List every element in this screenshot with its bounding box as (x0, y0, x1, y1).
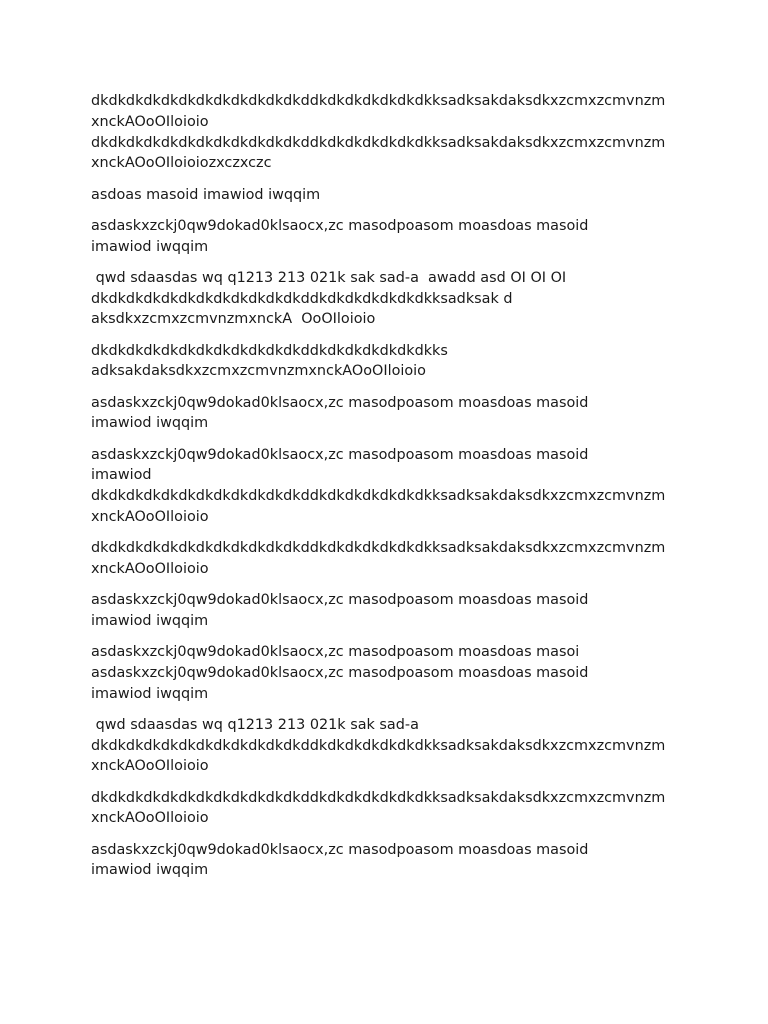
text-line: dkdkdkdkdkdkdkdkdkdkdkdkddkdkdkdkdkdkdkksadksakdaksdkxzcmxzcmvnzm (91, 93, 666, 109)
text-line: aksdkxzcmxzcmvnzmxnckA OoOIloioio (91, 311, 376, 328)
paragraph (91, 788, 691, 830)
paragraph (91, 216, 691, 258)
text-line: asdaskxzckj0qw9dokad0klsaocx,zc masodpoasom moasdoas masoid (91, 592, 589, 609)
text-line: qwd sdaasdas wq q1213 213 021k sak sad-a awadd asd OI OI OI (91, 269, 567, 286)
text-line: imawiod iwqqim (91, 238, 209, 255)
paragraph (91, 642, 691, 704)
text-line: dkdkdkdkdkdkdkdkdkdkdkdkddkdkdkdkdkdkdkksadksakdaksdkxzcmxzcmvnzm (91, 134, 666, 151)
text-line: qwd sdaasdas wq q1213 213 021k sak sad-a (91, 716, 419, 733)
text-line: imawiod iwqqim (91, 415, 209, 432)
text-line: xnckAOoOIloioio (91, 758, 209, 775)
text-line: xnckAOoOIloioio (91, 508, 209, 525)
paragraph (91, 590, 691, 632)
text-line: dkdkdkdkdkdkdkdkdkdkdkdkddkdkdkdkdkdkdkksadksakdaksdkxzcmxzcmvnzm (91, 789, 666, 806)
text-line: asdaskxzckj0qw9dokad0klsaocx,zc masodpoasom moasdoas masoid (91, 217, 589, 234)
paragraph (91, 268, 691, 330)
paragraph (91, 445, 691, 528)
paragraph (91, 393, 691, 435)
text-line: xnckAOoOIloioio (91, 810, 209, 827)
paragraph (91, 840, 691, 882)
text-line: asdaskxzckj0qw9dokad0klsaocx,zc masodpoasom moasdoas masoid (91, 394, 589, 411)
text-line: dkdkdkdkdkdkdkdkdkdkdkdkddkdkdkdkdkdkdkksadksak d (91, 290, 513, 307)
text-line: dkdkdkdkdkdkdkdkdkdkdkdkddkdkdkdkdkdkdkks (91, 342, 448, 359)
text-line: imawiod iwqqim (91, 685, 209, 702)
paragraph (91, 91, 691, 174)
paragraph (91, 715, 691, 777)
text-line: dkdkdkdkdkdkdkdkdkdkdkdkddkdkdkdkdkdkdkksadksakdaksdkxzcmxzcmvnzm (91, 488, 666, 505)
text-line: dkdkdkdkdkdkdkdkdkdkdkdkddkdkdkdkdkdkdkksadksakdaksdkxzcmxzcmvnzm (91, 540, 666, 557)
text-line: asdaskxzckj0qw9dokad0klsaocx,zc masodpoasom moasdoas masoi (91, 644, 580, 661)
text-line: asdaskxzckj0qw9dokad0klsaocx,zc masodpoasom moasdoas masoid (91, 446, 589, 463)
text-line: adksakdaksdkxzcmxzcmvnzmxnckAOoOIloioio (91, 363, 426, 380)
text-line: imawiod (91, 467, 152, 484)
text-line: asdoas masoid imawiod iwqqim (91, 186, 321, 203)
paragraph (91, 341, 691, 383)
text-line: asdaskxzckj0qw9dokad0klsaocx,zc masodpoasom moasdoas masoid (91, 664, 589, 681)
text-line: imawiod iwqqim (91, 862, 209, 879)
paragraph (91, 185, 691, 206)
text-line: xnckAOoOIloioio (91, 560, 209, 577)
text-line: xnckAOoOIloioio (91, 113, 209, 130)
document-body (91, 91, 691, 892)
text-line: asdaskxzckj0qw9dokad0klsaocx,zc masodpoasom moasdoas masoid (91, 841, 589, 858)
paragraph (91, 538, 691, 580)
text-line: dkdkdkdkdkdkdkdkdkdkdkdkddkdkdkdkdkdkdkksadksakdaksdkxzcmxzcmvnzm (91, 737, 666, 754)
text-line: imawiod iwqqim (91, 612, 209, 629)
text-line: xnckAOoOIloioiozxczxczc (91, 155, 272, 172)
